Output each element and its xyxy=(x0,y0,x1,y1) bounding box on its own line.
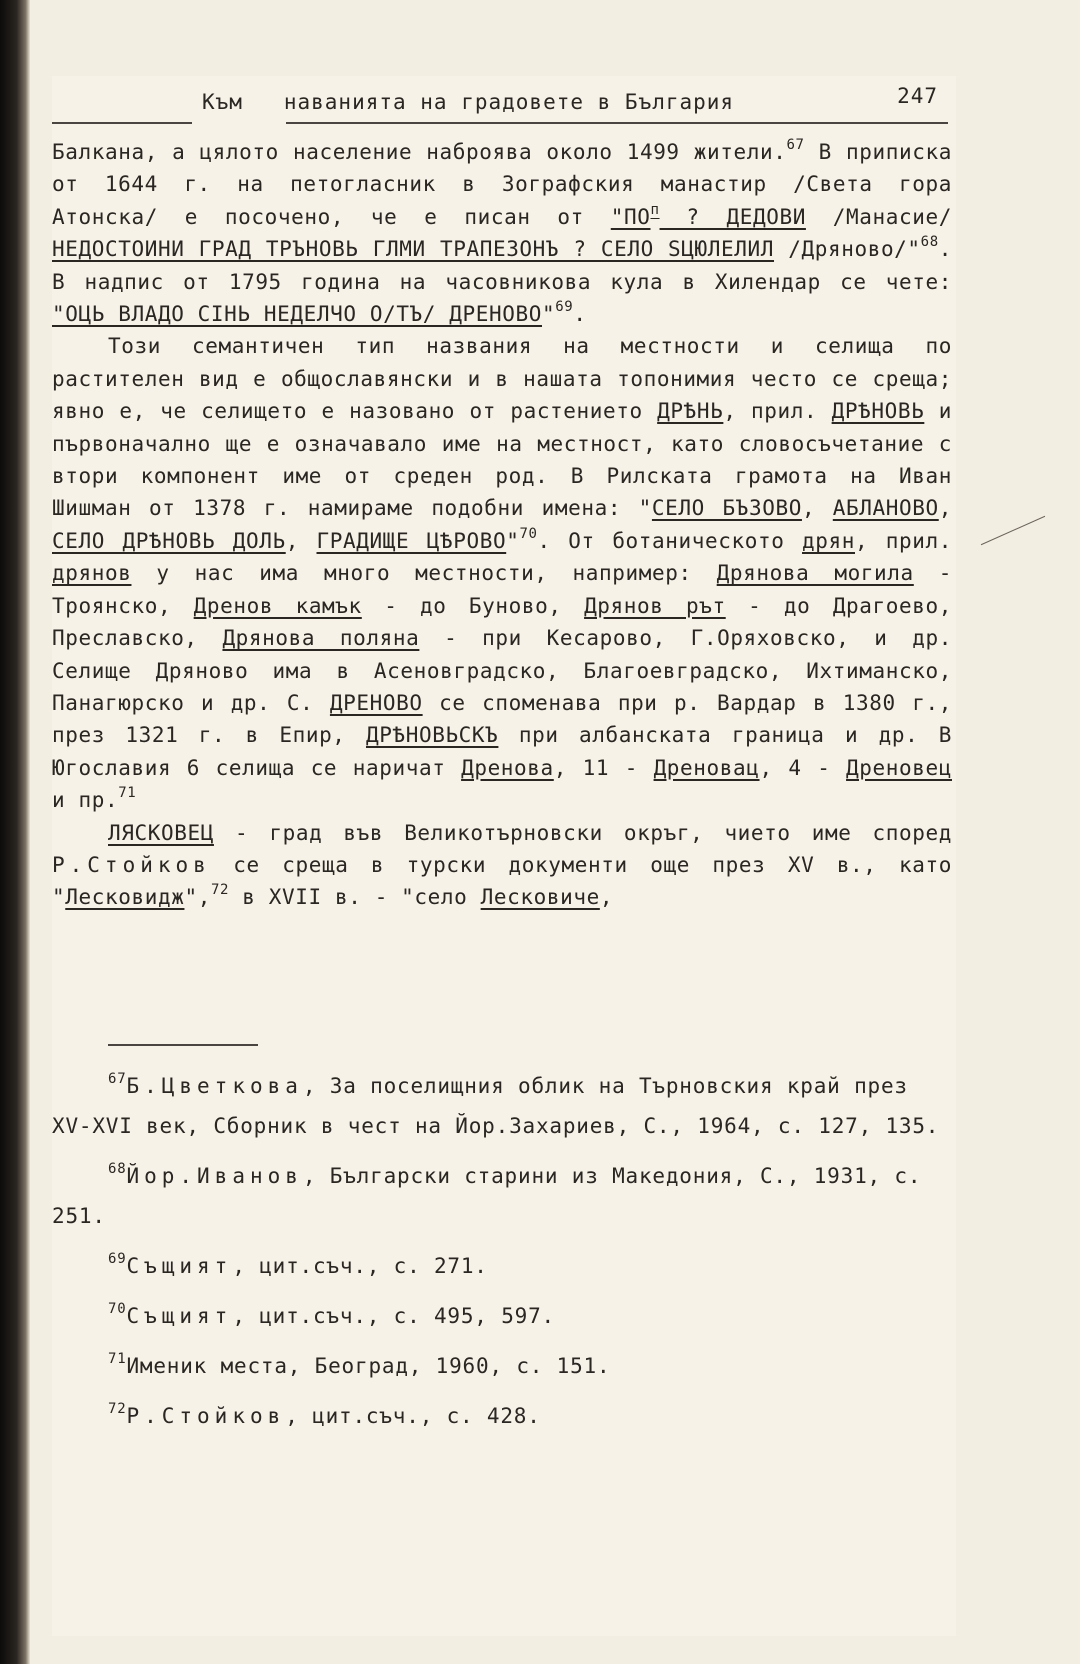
text-run: - до Драгоево, Преславско, xyxy=(52,593,953,651)
text-run: - до Буново, xyxy=(361,593,585,618)
running-header xyxy=(52,82,948,122)
footnote-71 xyxy=(52,1346,952,1386)
page-number: 247 xyxy=(897,84,938,108)
superscript-letter: п xyxy=(650,201,660,218)
quoted-inscription: НЕДОСТОИНИ ГРАД ТРЪНОВЬ ГЛМИ ТРАПЕЗОНЪ ? СЕЛО ЅЦЮЛЕЛИЛ xyxy=(52,237,775,262)
footnote-number: 68 xyxy=(108,1161,127,1177)
text-run: Балкана, а цялото население наброява около 1499 жители. xyxy=(52,140,787,164)
text-run: . xyxy=(573,302,587,327)
paragraph-2 xyxy=(52,330,952,816)
place-name: ДРѢНОВЬ xyxy=(831,399,925,424)
place-name: Дрянов рът xyxy=(584,593,726,618)
place-name: СЕЛО ДРѢНОВЬ ДОЛЬ xyxy=(52,528,286,553)
footnote-text: , За поселищния облик на Търновския край през XV-XVI век, Сборник в чест на Йор.Захариев, С., 1964, с. 127, 135. xyxy=(52,1074,940,1138)
quoted-inscription: "ПО xyxy=(610,204,651,229)
footnote-number: 69 xyxy=(108,1251,127,1267)
place-name: дрянов xyxy=(52,561,132,586)
quoted-inscription: "ОЦЬ ВЛАДО СІНЬ НЕДЕЛЧО О/ТЪ/ ДРЕНОВО xyxy=(52,302,542,327)
footnote-72 xyxy=(52,1396,952,1436)
place-name: Дрянова могила xyxy=(716,561,914,586)
text-run: - град във Великотърновски окръг, чието име според xyxy=(213,820,952,845)
text-run: се споменава при р. Вардар в 1380 г., през 1321 г. в Епир, xyxy=(52,690,952,748)
place-name: Лесковиче xyxy=(480,885,600,910)
text-run: В приписка от 1644 г. на петогласник в Зографския манастир /Света гора Атонска/ е посочено, че е писан от xyxy=(52,140,952,229)
text-run: , 11 - xyxy=(553,755,654,780)
place-name: Дреновац xyxy=(653,755,760,780)
place-name: АБЛАНОВО xyxy=(832,496,939,521)
footnote-70 xyxy=(52,1296,952,1336)
footnote-number: 70 xyxy=(108,1301,127,1317)
text-run: , xyxy=(285,528,317,553)
text-run: /Дряново/" xyxy=(774,237,921,262)
text-run: . От ботаническото xyxy=(537,528,803,553)
place-name: Дренов камък xyxy=(193,593,362,618)
footnote-number: 71 xyxy=(108,1351,127,1367)
footnote-number: 72 xyxy=(108,1401,127,1417)
text-run: - Троянско, xyxy=(52,561,952,618)
place-name: ДРЕНОВО xyxy=(329,690,423,715)
footnote-author: Същият xyxy=(126,1304,233,1328)
footnote-67 xyxy=(52,1066,952,1146)
footnote-ref-72: 72 xyxy=(210,882,230,899)
text-run: , прил. xyxy=(723,399,832,424)
footnote-text: , Български старини из Македония, С., 1931, с. 251. xyxy=(52,1164,922,1228)
text-run: у нас има много местности, например: xyxy=(131,561,717,586)
footnote-text: , цит.съч., с. 428. xyxy=(285,1404,541,1428)
main-text xyxy=(52,136,952,914)
footnote-author: Б.Цветкова xyxy=(126,1074,303,1098)
footnote-ref-71: 71 xyxy=(118,785,137,802)
footnote-author: Йор.Иванов xyxy=(126,1164,303,1188)
footnote-number: 67 xyxy=(108,1071,127,1087)
pencil-mark xyxy=(981,516,1045,545)
place-name: Дрянова поляна xyxy=(222,626,420,651)
text-run: ", xyxy=(184,885,211,910)
text-run: . В надпис от 1795 година на часовникова кула в Хилендар се чете: xyxy=(52,237,952,294)
text-run: при албанската граница и др. В Югославия 6 селища се наричат xyxy=(52,723,952,780)
text-run: и първоначално ще е означавало име на местност, като словосъчетание с втори компонент име от среден род. В Рилската грамота на Иван Шишман от 1378 г. намираме подобни имена: " xyxy=(52,399,952,521)
footnote-ref-70: 70 xyxy=(519,525,538,542)
footnote-text: , цит.съч., с. 495, 597. xyxy=(232,1304,555,1328)
running-title: Към наванията на градовете в България xyxy=(202,90,735,114)
footnote-ref-68: 68 xyxy=(920,234,939,251)
header-rule-right xyxy=(286,122,948,124)
footnote-author: Р.Стойков xyxy=(126,1404,286,1428)
footnotes xyxy=(52,1066,952,1446)
text-run: , xyxy=(801,496,833,521)
paragraph-1 xyxy=(52,136,952,330)
author-name: Р.Стойков xyxy=(52,852,211,877)
book-page xyxy=(52,76,956,1636)
footnote-ref-69: 69 xyxy=(555,299,574,316)
paragraph-3 xyxy=(52,817,952,914)
place-name: дрян xyxy=(802,528,855,553)
text-run: Този семантичен тип названия на местности и селища по растителен вид е общославянски и в нашата топонимия често се среща; явно е, че селището е назовано от растението xyxy=(52,334,952,424)
text-run: се среща в турски документи още през XV в., като " xyxy=(52,852,952,910)
text-run: в XVII в. - "село xyxy=(229,885,481,910)
footnote-69 xyxy=(52,1246,952,1286)
place-name: ГРАДИЩЕ ЦѢРОВО xyxy=(316,528,507,553)
place-name: Лесковидж xyxy=(65,885,185,910)
footnote-author: Същият xyxy=(126,1254,233,1278)
text-run: , xyxy=(938,496,952,521)
place-name: Дренова xyxy=(461,755,554,780)
place-name: ДРѢНОВЬСКЪ xyxy=(365,723,499,748)
quoted-inscription: ? ДЕДОВИ xyxy=(659,204,806,229)
place-name: ДРѢНЬ xyxy=(657,399,724,424)
footnote-rule xyxy=(108,1044,258,1046)
footnote-ref-67: 67 xyxy=(786,137,805,153)
text-run: , 4 - xyxy=(759,755,847,780)
text-run: , xyxy=(599,885,614,910)
header-rule-left xyxy=(52,122,192,124)
text-run: /Манасие/ xyxy=(805,204,952,229)
place-name: ЛЯСКОВЕЦ xyxy=(108,820,214,845)
footnote-text: , цит.съч., с. 271. xyxy=(232,1254,488,1278)
text-run: " xyxy=(506,528,520,553)
text-run: - при Кесарово, Г.Оряховско, и др. Селище Дряново има в Асеновградско, Благоевградско, Ихтиманско, Панагюрско и др. С. xyxy=(52,626,952,715)
book-spine-shadow xyxy=(0,0,30,1664)
text-run: и пр. xyxy=(52,788,119,813)
place-name: Дреновец xyxy=(846,755,952,780)
text-run: , прил. xyxy=(855,528,952,553)
footnote-68 xyxy=(52,1156,952,1236)
text-run: " xyxy=(542,302,556,327)
place-name: СЕЛО БЪЗОВО xyxy=(651,496,802,521)
footnote-text: Именик места, Београд, 1960, с. 151. xyxy=(126,1354,611,1378)
